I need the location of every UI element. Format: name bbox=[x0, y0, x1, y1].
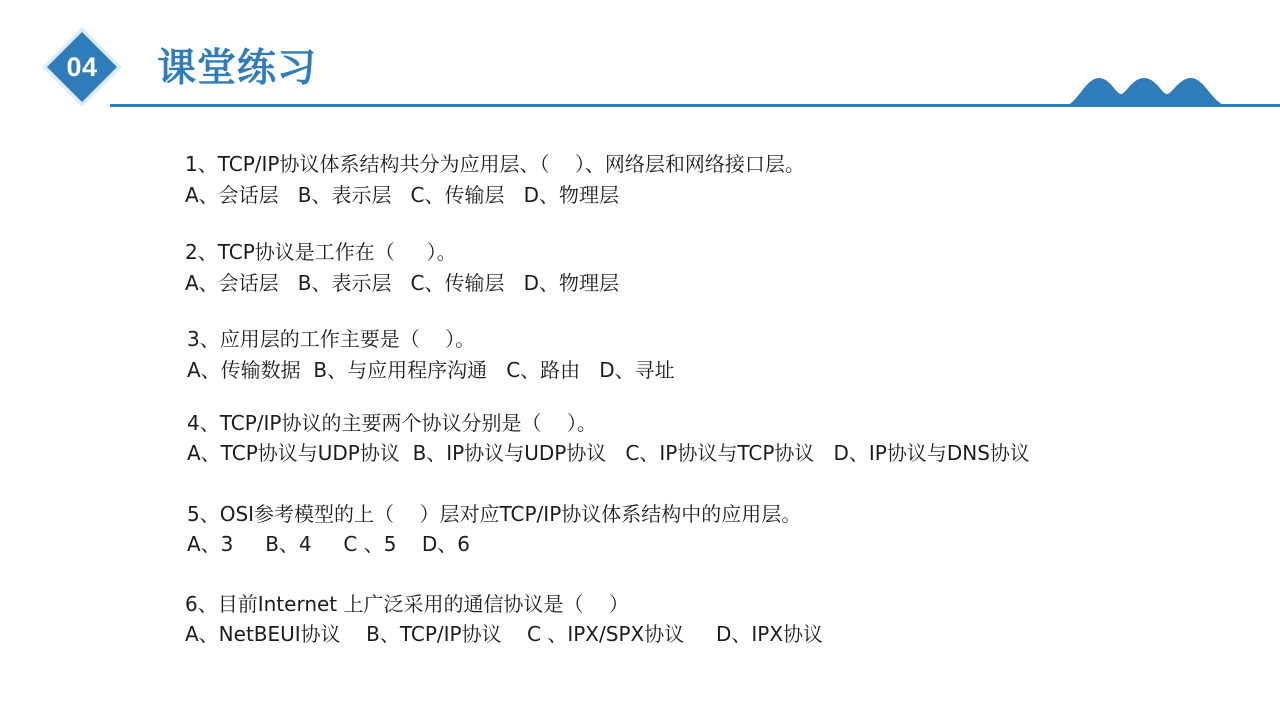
question-2-options: A、会话层 B、表示层 C、传输层 D、物理层 bbox=[185, 271, 619, 295]
question-6-options: A、NetBEUI协议 B、TCP/IP协议 C 、IPX/SPX协议 D、IPX协议 bbox=[185, 622, 824, 646]
question-3-options: A、传输数据 B、与应用程序沟通 C、路由 D、寻址 bbox=[187, 358, 675, 382]
question-4-text: 4、TCP/IP协议的主要两个协议分别是（ ）。 bbox=[187, 411, 597, 435]
question-1-options: A、会话层 B、表示层 C、传输层 D、物理层 bbox=[185, 183, 619, 207]
question-5-text: 5、OSI参考模型的上（ ）层对应TCP/IP协议体系结构中的应用层。 bbox=[187, 502, 802, 526]
section-number: 04 bbox=[66, 52, 98, 82]
question-4-options: A、TCP协议与UDP协议 B、IP协议与UDP协议 C、IP协议与TCP协议 D、IP协议与DNS协议 bbox=[187, 441, 1030, 465]
question-2-text: 2、TCP协议是工作在（ ）。 bbox=[185, 240, 457, 264]
page-title: 课堂练习 bbox=[157, 46, 318, 91]
question-6-text: 6、目前Internet 上广泛采用的通信协议是（ ） bbox=[185, 592, 629, 616]
question-1-text: 1、TCP/IP协议体系结构共分为应用层、（ ）、网络层和网络接口层。 bbox=[185, 152, 805, 176]
question-5-options: A、3 B、4 C 、5 D、6 bbox=[187, 532, 471, 556]
question-3-text: 3、应用层的工作主要是（ ）。 bbox=[187, 327, 476, 351]
